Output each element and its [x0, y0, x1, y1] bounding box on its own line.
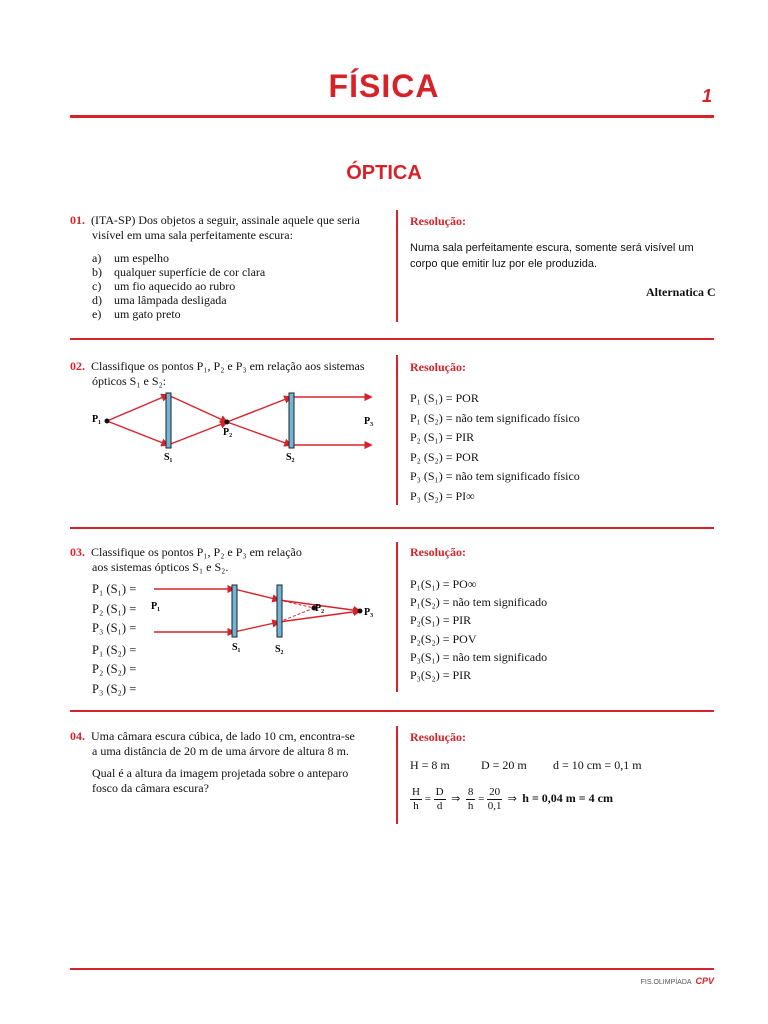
label-p2: P₂ — [315, 603, 325, 614]
options-list — [92, 251, 265, 321]
question-text: Qual é a altura da imagem projetada sobre o anteparo — [92, 766, 349, 780]
numerator: H — [412, 786, 420, 798]
question-03 — [70, 545, 390, 575]
blank-line: P₂ (S₂) = — [92, 662, 137, 676]
option-text: um gato preto — [114, 307, 181, 321]
blanks-list — [92, 580, 136, 699]
fraction — [434, 786, 446, 813]
question-text: ópticos S₁ e S₂: — [92, 374, 167, 388]
resolution-line: P₁(S₂) = não tem significado — [410, 595, 548, 610]
point-p3 — [358, 609, 363, 614]
optics-diagram-03 — [148, 580, 388, 660]
question-04 — [70, 729, 390, 796]
light-ray — [234, 622, 279, 632]
option-letter: b) — [92, 265, 102, 279]
resolution-line: Numa sala perfeitamente escura, somente será visível um — [410, 242, 694, 254]
resolution-text — [410, 240, 720, 272]
question-number: 01. — [70, 213, 85, 227]
footer — [641, 976, 714, 986]
resolution-list — [410, 575, 547, 684]
question-text: aos sistemas ópticos S₁ e S₂. — [92, 560, 229, 574]
resolution-line: P₁ (S₂) = não tem significado físico — [410, 410, 580, 425]
blank-line: P₃ (S₂) = — [92, 681, 137, 696]
numerator: 8 — [467, 786, 474, 798]
implies-arrow: ⇒ — [451, 793, 461, 806]
resolution-line: P₃(S₁) = não tem significado — [410, 649, 548, 664]
denominator: h — [413, 800, 419, 812]
resolution-line: P₂ (S₂) = POR — [410, 449, 479, 464]
equals-sign: = — [424, 793, 431, 806]
resolution-line: P₂(S₂) = POV — [410, 631, 477, 646]
section-rule — [70, 710, 714, 712]
point-p1 — [105, 419, 110, 424]
option-text: um fio aquecido ao rubro — [114, 279, 236, 293]
label-p3: P₃ — [364, 607, 374, 618]
resolution-line: P₂(S₁) = PIR — [410, 613, 472, 628]
resolution-line: P₁ (S₁) = POR — [410, 391, 479, 405]
blank-line: P₂ (S₁) = — [92, 601, 137, 616]
question-text: Uma câmara escura cúbica, de lado 10 cm, encontra-se — [91, 729, 355, 743]
blank-line: P₃ (S₁) = — [92, 621, 137, 635]
light-ray — [234, 589, 279, 600]
optical-system-s2 — [277, 585, 282, 637]
result: h = 0,04 m = 4 cm — [522, 791, 613, 806]
resolution-line: P₂ (S₁) = PIR — [410, 430, 475, 444]
question-text: Classifique os pontos P₁, P₂ e P₃ em relação — [91, 545, 302, 559]
given-d: D = 20 m — [481, 758, 527, 772]
light-ray — [227, 422, 291, 445]
question-text: Classifique os pontos P₁, P₂ e P₃ em relação aos sistemas — [91, 359, 365, 373]
resolution-line: P₃ (S₂) = PI∞ — [410, 488, 475, 503]
fraction — [466, 786, 476, 813]
label-p1: P₁ — [92, 414, 102, 425]
light-ray — [107, 421, 168, 445]
question-number: 03. — [70, 545, 85, 559]
answer: Alternatica C — [646, 285, 716, 299]
question-text: a uma distância de 20 m de uma árvore de altura 8 m. — [92, 744, 349, 758]
label-s2: S₂ — [286, 452, 295, 463]
question-02 — [70, 359, 390, 389]
question-text: (ITA-SP) Dos objetos a seguir, assinale aquele que seria — [91, 213, 360, 227]
light-ray — [227, 397, 291, 422]
label-p3: P₃ — [364, 416, 374, 427]
point-p2 — [225, 420, 230, 425]
optical-system-s1 — [232, 585, 237, 637]
light-ray — [168, 395, 227, 422]
light-ray — [168, 422, 227, 445]
blank-line: P₁ (S₁) = — [92, 582, 137, 596]
denominator: d — [436, 800, 443, 812]
header-rule — [70, 115, 714, 118]
resolution-heading: Resolução: — [410, 545, 466, 559]
question-text: fosco da câmara escura? — [92, 781, 209, 795]
column-divider — [396, 542, 398, 692]
resolution-line: P₁(S₁) = PO∞ — [410, 577, 477, 591]
label-p2: P₂ — [223, 427, 233, 438]
page-number: 1 — [701, 86, 712, 106]
brand-logo: CPV — [695, 976, 714, 986]
section-rule — [70, 338, 714, 340]
option-letter: d) — [92, 293, 102, 307]
option-letter: a) — [92, 251, 102, 265]
formula — [410, 786, 613, 813]
section-rule — [70, 527, 714, 529]
numerator: D — [435, 786, 444, 798]
page-title: FÍSICA — [328, 68, 440, 104]
label-s1: S₁ — [232, 642, 241, 653]
option-letter: e) — [92, 307, 102, 321]
resolution-line: P₃(S₂) = PIR — [410, 668, 472, 683]
denominator: h — [467, 800, 474, 812]
column-divider — [396, 726, 398, 824]
question-text: visível em uma sala perfeitamente escura: — [92, 228, 293, 242]
column-divider — [396, 210, 398, 322]
blank-line: P₁ (S₂) = — [92, 642, 137, 657]
fraction — [487, 786, 502, 813]
label-s1: S₁ — [164, 452, 173, 463]
footer-rule — [70, 968, 714, 970]
resolution-line: corpo que emitir luz por ele produzida. — [410, 258, 598, 270]
optics-diagram-02 — [86, 390, 386, 470]
option-letter: c) — [92, 279, 102, 293]
denominator: 0,1 — [487, 800, 502, 812]
resolution-list — [410, 389, 580, 506]
label-s2: S₂ — [275, 644, 284, 655]
option-text: uma lâmpada desligada — [114, 293, 227, 307]
resolution-heading: Resolução: — [410, 360, 466, 374]
resolution-heading: Resolução: — [410, 214, 466, 228]
optical-system-s2 — [289, 393, 294, 448]
implies-arrow: ⇒ — [507, 793, 517, 806]
numerator: 20 — [489, 786, 501, 798]
light-ray — [107, 395, 168, 421]
column-divider — [396, 355, 398, 505]
fraction — [410, 786, 422, 813]
given-h: H = 8 m — [410, 758, 450, 772]
resolution-heading: Resolução: — [410, 730, 466, 744]
label-p1: P₁ — [151, 601, 161, 612]
question-01 — [70, 213, 390, 243]
given-small-d: d = 10 cm = 0,1 m — [553, 758, 642, 772]
resolution-line: P₃ (S₁) = não tem significado físico — [410, 469, 580, 483]
option-text: um espelho — [114, 251, 169, 265]
section-title: ÓPTICA — [346, 162, 422, 184]
question-number: 04. — [70, 729, 85, 743]
optical-system-s1 — [166, 393, 171, 448]
question-number: 02. — [70, 359, 85, 373]
equals-sign: = — [478, 793, 485, 806]
option-text: qualquer superfície de cor clara — [114, 265, 266, 279]
footer-text: FIS.OLIMPÍADA — [640, 979, 692, 986]
